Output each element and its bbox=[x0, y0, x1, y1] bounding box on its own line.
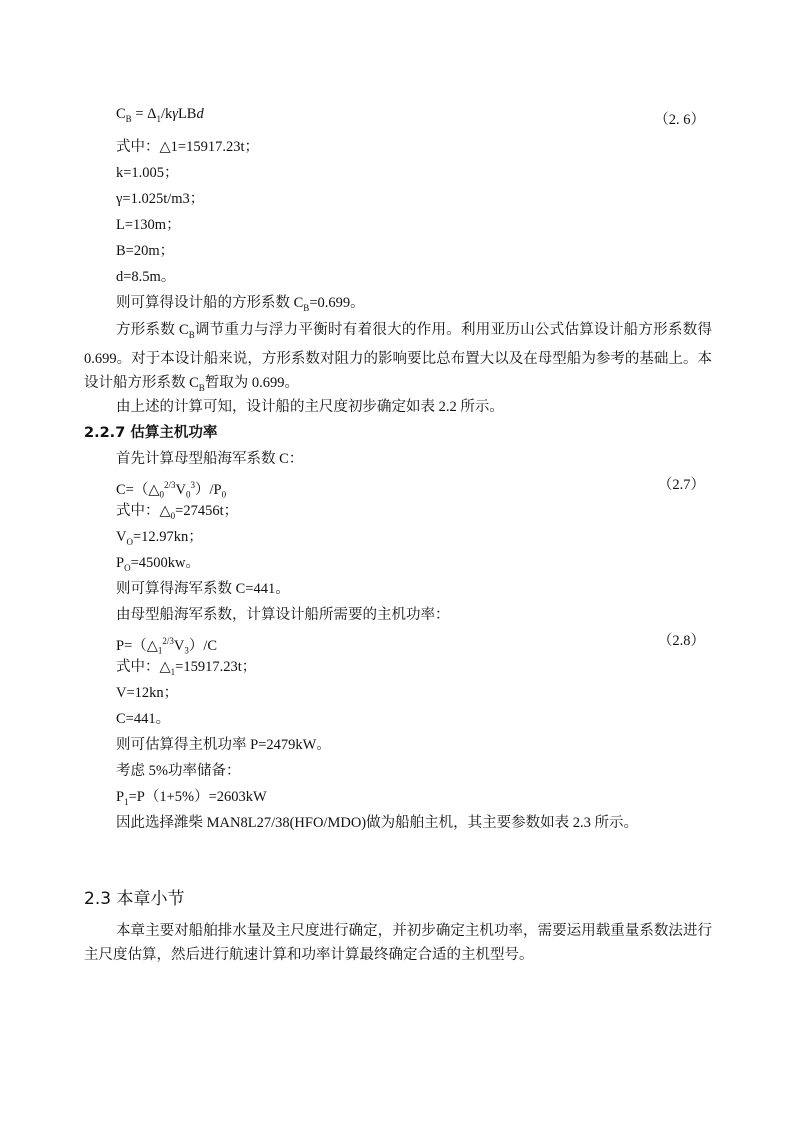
paragraph-subscript: B bbox=[198, 382, 205, 393]
result-text: 则可算得设计船的方形系数 C bbox=[116, 295, 304, 311]
definition-line bbox=[116, 553, 200, 578]
equation-term: ）/P bbox=[195, 481, 222, 498]
chapter-section-heading: 2.3 本章小节 bbox=[84, 889, 185, 909]
text-line: L=130m； bbox=[116, 217, 181, 233]
text-line: 则可估算得主机功率 P=2479kW。 bbox=[116, 737, 331, 753]
text-line: 由上述的计算可知，设计船的主尺度初步确定如表 2.2 所示。 bbox=[116, 399, 504, 415]
equation-superscript: 2/3 bbox=[164, 480, 176, 490]
equation-subscript: 0 bbox=[186, 489, 191, 500]
result-text: =0.699。 bbox=[309, 295, 365, 311]
definition-text: V bbox=[116, 529, 127, 545]
definition-line bbox=[116, 501, 238, 526]
formula-block-coefficient bbox=[116, 104, 204, 129]
formula-term: /k bbox=[160, 106, 173, 122]
paragraph-block-coefficient bbox=[84, 318, 712, 400]
definition-subscript: 1 bbox=[170, 666, 176, 677]
paragraph-text: 暂取为 0.699。 bbox=[204, 374, 300, 391]
formula-term: LB bbox=[177, 106, 197, 122]
summary-paragraph: 本章主要对船舶排水量及主尺度进行确定，并初步确定主机功率，需要运用载重量系数法进行主尺度估算，然后进行航速计算和功率计算最终确定合适的主机型号。 bbox=[84, 923, 712, 963]
formula-term: = Δ bbox=[131, 106, 157, 122]
formula-term: C bbox=[116, 106, 126, 122]
definition-text: 式中：△ bbox=[116, 503, 171, 519]
formula-term: γ bbox=[172, 106, 178, 122]
text-line: k=1.005； bbox=[116, 165, 179, 181]
equation-term: ）/C bbox=[188, 637, 218, 654]
power-term: P bbox=[116, 789, 125, 805]
formula-subscript: 1 bbox=[156, 113, 161, 124]
equation-superscript: 3 bbox=[190, 480, 195, 490]
text-line: 式中：△1=15917.23t； bbox=[116, 139, 259, 155]
definition-line: C=441。 bbox=[116, 711, 171, 727]
equation-subscript: 3 bbox=[184, 645, 189, 656]
definition-text: 式中：△ bbox=[116, 659, 171, 675]
definition-subscript: O bbox=[126, 536, 133, 547]
text-line: 则可算得海军系数 C=441。 bbox=[116, 581, 290, 597]
equation-term: P=（△ bbox=[116, 637, 158, 654]
text-line: B=20m； bbox=[116, 243, 175, 259]
equation-subscript: 1 bbox=[157, 645, 163, 656]
text-line: d=8.5m。 bbox=[116, 269, 176, 285]
paragraph-text: 调节重力与浮力平衡时有着很大的作用。利用亚历山公式估算设计船方形系数得 0.699。对于本设计船来说，方形系数对阻力的影响要比总布置大以及在母型船为参考的基础上。本设计船方形系数 C bbox=[84, 322, 713, 391]
definition-line: V=12kn； bbox=[116, 685, 179, 701]
definition-text: =12.97kn； bbox=[132, 529, 203, 545]
definition-text: =15917.23t； bbox=[175, 659, 257, 675]
definition-line bbox=[116, 657, 256, 682]
power-reserve-line bbox=[116, 787, 267, 812]
definition-line bbox=[116, 527, 203, 552]
equation-subscript: 0 bbox=[221, 489, 227, 500]
definition-subscript: 0 bbox=[170, 510, 176, 521]
equation-number: （2.7） bbox=[657, 477, 705, 493]
paragraph-text: 方形系数 C bbox=[116, 322, 189, 338]
equation-number: （2. 6） bbox=[654, 112, 705, 128]
equation-term: V bbox=[173, 637, 185, 654]
text-line: γ=1.025t/m3； bbox=[116, 191, 205, 207]
equation-number: （2.8） bbox=[657, 633, 705, 649]
equation-superscript: 2/3 bbox=[162, 636, 174, 646]
result-line bbox=[116, 293, 365, 318]
definition-text: P bbox=[116, 555, 125, 571]
equation-subscript: 0 bbox=[159, 489, 164, 500]
power-subscript: 1 bbox=[124, 796, 129, 807]
text-line: 由母型船海军系数，计算设计船所需要的主机功率： bbox=[116, 607, 450, 623]
formula-term: d bbox=[196, 106, 204, 122]
equation-term: C=（△ bbox=[116, 481, 160, 498]
definition-subscript: O bbox=[124, 562, 131, 573]
section-heading: 2.2.7 估算主机功率 bbox=[84, 425, 218, 441]
equation-term: V bbox=[175, 481, 186, 498]
text-line: 因此选择潍柴 MAN8L27/38(HFO/MDO)做为船舶主机，其主要参数如表 2.3 所示。 bbox=[116, 815, 638, 831]
formula-subscript: B bbox=[125, 113, 132, 124]
definition-text: =4500kw。 bbox=[130, 555, 200, 571]
text-line: 考虑 5%功率储备： bbox=[116, 763, 241, 779]
result-subscript: B bbox=[303, 302, 310, 313]
text-line: 首先计算母型船海军系数 C： bbox=[116, 451, 304, 467]
power-term: =P（1+5%）=2603kW bbox=[128, 789, 267, 805]
paragraph-subscript: B bbox=[188, 329, 195, 340]
definition-text: =27456t； bbox=[175, 503, 239, 519]
